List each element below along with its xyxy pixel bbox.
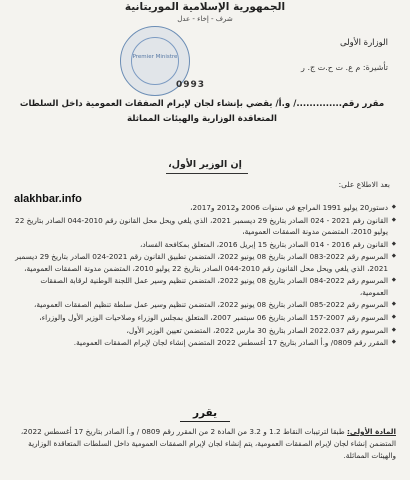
watermark-text: alakhbar.info [14, 193, 82, 205]
list-item: ◆ القانون رقم 2021 - 024 الصادر بتاريخ 29 ديسمبر 2021، الذي يلغي ويحل محل القانون رقم 2010-044 الصادر بتاريخ 22 يوليو 2010، المتضمن مدونة الصفقات العمومية، [10, 215, 396, 238]
article-one-text: طبقا لترتيبات النقاط 1.2 و 3.2 من المادة 2 من المقرر رقم 0809 / و.أ الصادر بتاريخ 17 أغسطس 2022، المتضمن إنشاء لجان لإبرام الصفقات العمومية، يتم إنشاء لجان لإبرام الصفقات العمومية داخل السلطات المتعاقدة الوزارية والهيئات المماثلة. [20, 427, 396, 460]
article-one-label: المادة الأولى: [347, 427, 396, 436]
national-motto: شرف - إخاء - عدل [177, 15, 233, 23]
list-item: ◆ المرسوم رقم 2022-083 الصادر بتاريخ 08 يونيو 2022، المتضمن تطبيق القانون رقم 2021-024 الصادر بتاريخ 29 ديسمبر 2021، الذي يلغي ويحل محل القانون رقم 2010-044 الصادر بتاريخ 22 يوليو 2010، المتضمن مدونة الصفقات العمومية، [10, 251, 396, 274]
ministry-name: الوزارة الأولى [339, 38, 388, 48]
stamp-inner-ring [131, 37, 179, 85]
decides-underline [180, 421, 230, 422]
list-item: ◆ المقرر رقم 0809/ و.أ الصادر بتاريخ 17 أغسطس 2022 المتضمن إنشاء لجان لإبرام الصفقات العمومية. [10, 337, 396, 348]
stamp-text: Premier Ministre [132, 54, 178, 60]
list-item: ◆ المرسوم رقم 2022-085 الصادر بتاريخ 08 يونيو 2022، المتضمن تنظيم وسير عمل سلطة تنظيم الصفقات العمومية، [10, 299, 396, 310]
decides-heading: يقرر [192, 407, 218, 419]
article-one [10, 426, 396, 462]
list-item: ◆ المرسوم رقم 2007-157 الصادر بتاريخ 06 سبتمبر 2007، المتعلق بمجلس الوزراء وصلاحيات الوزير الأول والوزراء، [10, 312, 396, 323]
list-item: ◆ دستور20 يوليو 1991 المراجع في سنوات 2006 و2012 و2017، [10, 202, 396, 213]
minister-heading: إن الوزير الأول، [168, 159, 242, 170]
decree-title: مقرر رقم............../ و.أ/ يقضي بإنشاء لجان لإبرام الصفقات العمومية داخل السلطات المتعاقدة الوزارية والهيئات المماثلة [19, 99, 385, 124]
republic-heading: الجمهورية الإسلامية الموريتانية [124, 1, 286, 13]
decree-number: 0993 [176, 80, 206, 90]
reference-code: تأشيرة: م ع. ت ح.ت ج. ر [301, 63, 388, 72]
references-list [10, 202, 396, 350]
having-seen-label: بعد الاطلاع على: [338, 180, 390, 189]
list-item: ◆ القانون رقم 2016 - 014 الصادر بتاريخ 15 إبريل 2016، المتعلق بمكافحة الفساد، [10, 239, 396, 250]
list-item: ◆ المرسوم رقم 2022.037 الصادر بتاريخ 30 مارس 2022، المتضمن تعيين الوزير الأول، [10, 325, 396, 336]
minister-underline [166, 173, 248, 174]
list-item: ◆ المرسوم رقم 2022-084 الصادر بتاريخ 08 يونيو 2022، المتضمن تنظيم وسير عمل اللجنة الوطنية لرقابة الصفقات العمومية، [10, 275, 396, 298]
